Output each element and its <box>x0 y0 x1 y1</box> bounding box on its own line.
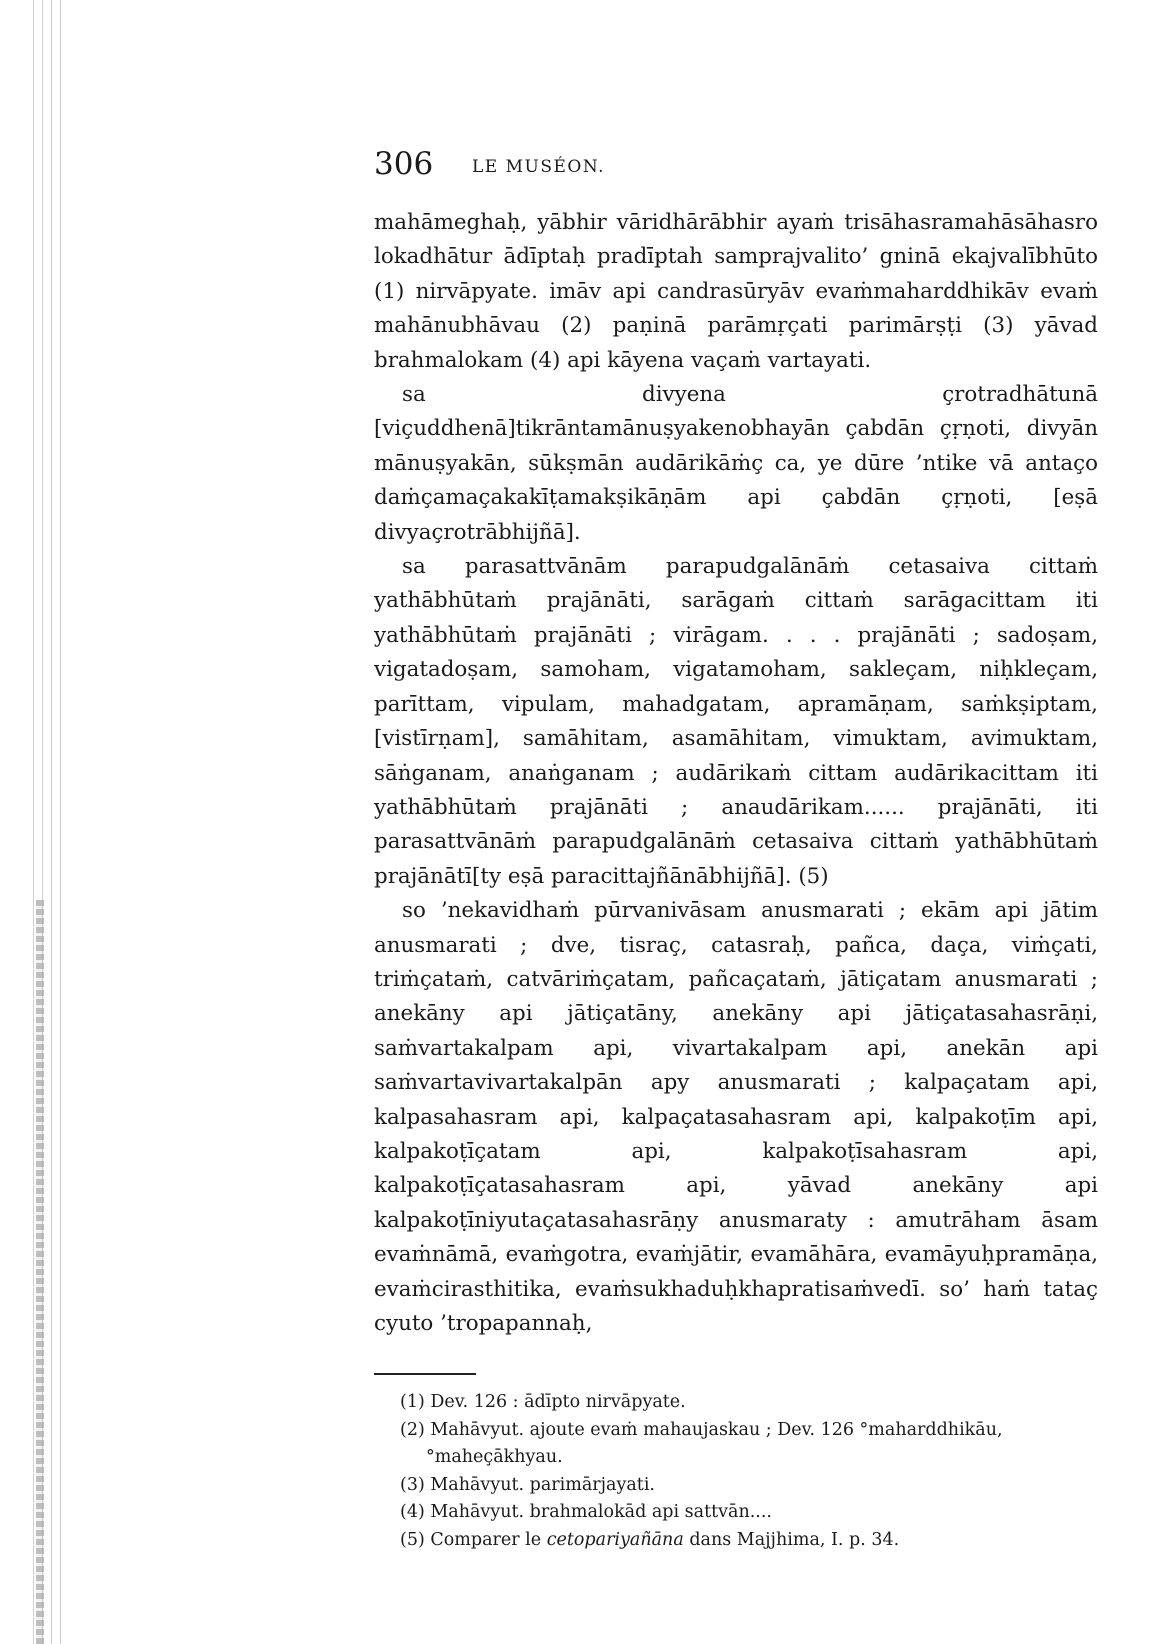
footnote-text: Mahāvyut. brahmalokād api sattvān.... <box>430 1502 772 1523</box>
footnote-number: (4) <box>400 1502 425 1523</box>
footnote-number: (5) <box>400 1529 425 1550</box>
footnote-number: (2) <box>400 1419 425 1440</box>
footnote <box>400 1472 1098 1500</box>
footnote-text: Dev. 126 : ādīpto nirvāpyate. <box>430 1392 686 1413</box>
scan-binding-edge <box>30 0 66 1644</box>
footnote-text: dans Majjhima, I. p. 34. <box>683 1529 900 1550</box>
footnote <box>400 1389 1098 1417</box>
footnote <box>400 1527 1098 1555</box>
body-text <box>374 206 1098 1341</box>
paragraph: sa parasattvānām parapudgalānāṁ cetasaiva cittaṁ yathābhūtaṁ prajānāti, sarāgaṁ cittaṁ sarāgacittam iti yathābhūtaṁ prajānāti ; virāgam. . . . prajānāti ; sadoṣam, vigatadoṣam, samoham, vigatamoham, sakleçam, niḥkleçam, parīttam, vipulam, mahadgatam, apramāṇam, saṁkṣiptam, [vistīrṇam], samāhitam, asamāhitam, vimuktam, avimuktam, sāṅganam, anaṅganam ; audārikaṁ cittam audārikacittam iti yathābhūtaṁ prajānāti ; anaudārikam...... prajānāti, iti parasattvānāṁ parapudgalānāṁ cetasaiva cittaṁ yathābhūtaṁ prajānātī[ty eṣā paracittajñānābhijñā]. (5) <box>374 554 1098 889</box>
page-number: 306 <box>374 146 434 182</box>
paragraph: so ’nekavidhaṁ pūrvanivāsam anusmarati ; ekām api jātim anusmarati ; dve, tisraç, catasraḥ, pañca, daça, viṁçati, triṁçataṁ, catvāriṁçatam, pañcaçataṁ, jātiçatam anusmarati ; anekāny api jātiçatāny, anekāny api jātiçatasahasrāṇi, saṁvartakalpam api, vivartakalpam api, anekān api saṁvartavivartakalpān apy anusmarati ; kalpaçatam api, kalpasahasram api, kalpaçatasahasram api, kalpakoṭīm api, kalpakoṭīçatam api, kalpakoṭīsahasram api, kalpakoṭīçatasahasram api, yāvad anekāny api kalpakoṭīniyutaçatasahasrāṇy anusmaraty : amutrāham āsam evaṁnāmā, evaṁgotra, evaṁjātir, evamāhāra, evamāyuḥpramāṇa, evaṁcirasthitika, evaṁsukhaduḥkhapratisaṁvedī. so’ haṁ tataç cyuto ’tropapannaḥ, <box>374 898 1098 1336</box>
book-page <box>374 146 1098 1554</box>
footnote-number: (1) <box>400 1392 425 1413</box>
paragraph: sa divyena çrotradhātunā [viçuddhenā]tikrāntamānuṣyakenobhayān çabdān çṛṇoti, divyān mānuṣyakān, sūkṣmān audārikāṁç ca, ye dūre ’ntike vā antaço daṁçamaçakakīṭamakṣikāṇām api çabdān çṛṇoti, [eṣā divyaçrotrābhijñā]. <box>374 382 1098 545</box>
footnote <box>400 1417 1098 1472</box>
footnote-text: Mahāvyut. parimārjayati. <box>430 1474 655 1495</box>
footnote-italic-term: cetopariyañāna <box>546 1529 684 1550</box>
footnote-text: Comparer le <box>430 1529 547 1550</box>
footnote-text: Mahāvyut. ajoute evaṁ mahaujaskau ; Dev. 126 °maharddhikāu, °maheçākhyau. <box>426 1419 1003 1468</box>
running-head <box>374 146 1098 192</box>
footnote-rule <box>374 1373 476 1375</box>
paragraph: mahāmeghaḥ, yābhir vāridhārābhir ayaṁ trisāhasramahāsāhasro lokadhātur ādīptaḥ pradīptah samprajvalito’ gninā ekajvalībhūto (1) nirvāpyate. imāv api candrasūryāv evaṁmaharddhikāv evaṁ mahānubhāvau (2) paṇinā parāmṛçati parimārṣṭi (3) yāvad brahmalokam (4) api kāyena vaçaṁ vartayati. <box>374 210 1098 373</box>
footnote <box>400 1499 1098 1527</box>
footnotes <box>374 1389 1098 1554</box>
running-title: LE MUSÉON. <box>472 157 606 177</box>
footnote-number: (3) <box>400 1474 425 1495</box>
